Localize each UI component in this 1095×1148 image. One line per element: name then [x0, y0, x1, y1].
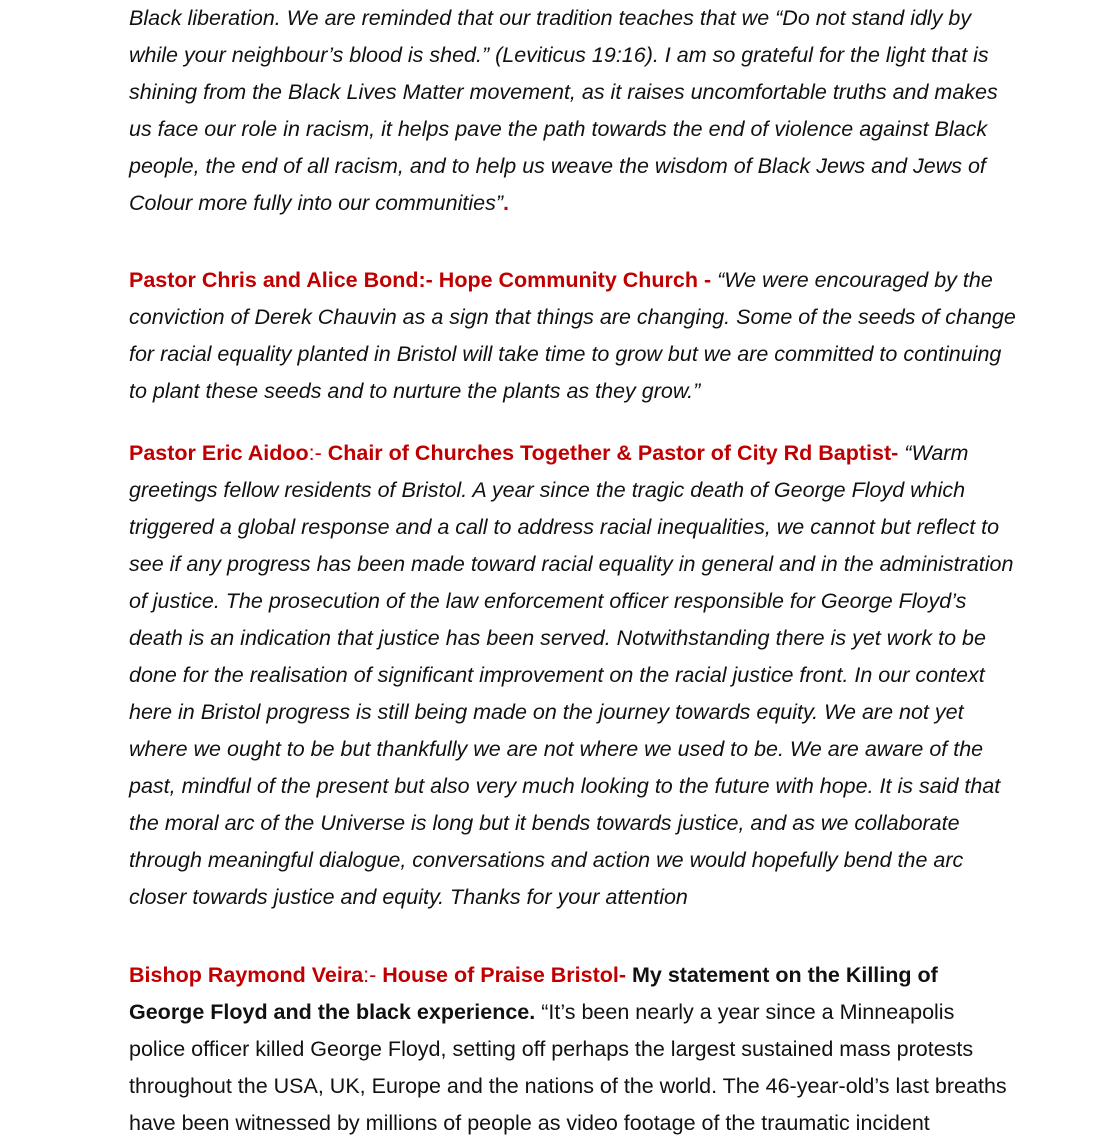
text-line: while your neighbour’s blood is shed.” (Leviticus 19:16). I am so grateful for the light that is	[129, 43, 989, 67]
statement-text-start: “It’s been nearly a year since a Minneapolis	[535, 1000, 955, 1024]
statement-title: My statement on the Killing of	[626, 963, 938, 987]
text-line	[129, 262, 1016, 299]
text-line: where we ought to be but thankfully we are not where we used to be. We are aware of the	[129, 737, 984, 761]
text-line: through meaningful dialogue, conversations and action we would hopefully bend the arc	[129, 848, 964, 872]
text-line: past, mindful of the present but also very much looking to the future with hope. It is said that	[129, 774, 1001, 798]
speaker-role: Chair of Churches Together & Pastor of City Rd Baptist-	[327, 441, 899, 465]
text-line: the moral arc of the Universe is long but it bends towards justice, and as we collaborate	[129, 811, 960, 835]
text-line: shining from the Black Lives Matter movement, as it raises uncomfortable truths and makes	[129, 80, 998, 104]
text-line: greetings fellow residents of Bristol. A year since the tragic death of George Floyd which	[129, 478, 966, 502]
text-line: us face our role in racism, it helps pave the path towards the end of violence against Black	[129, 117, 988, 141]
speaker-heading: Pastor Chris and Alice Bond:- Hope Community Church -	[129, 268, 718, 292]
text-line	[129, 957, 1007, 994]
statement-paragraph-veira	[129, 957, 1007, 1142]
text-line: death is an indication that justice has been served. Notwithstanding there is yet work to be	[129, 626, 986, 650]
quote-paragraph-1	[129, 0, 998, 222]
speaker-name: Bishop Raymond Veira	[129, 963, 364, 987]
text-line: here in Bristol progress is still being made on the journey towards equity. We are not yet	[129, 700, 964, 724]
text-line: police officer killed George Floyd, setting off perhaps the largest sustained mass protests	[129, 1037, 974, 1061]
text-line: Black liberation. We are reminded that our tradition teaches that we “Do not stand idly by	[129, 6, 972, 30]
speaker-name: Pastor Eric Aidoo	[129, 441, 309, 465]
speaker-role: House of Praise Bristol-	[382, 963, 627, 987]
text-line: see if any progress has been made toward racial equality in general and in the administration	[129, 552, 1014, 576]
quote-start: “We were encouraged by the	[717, 268, 993, 292]
text-line: throughout the USA, UK, Europe and the nations of the world. The 46-year-old’s last breaths	[129, 1074, 1007, 1098]
red-period: .	[503, 191, 509, 215]
text-line	[129, 994, 1007, 1031]
text-line: triggered a global response and a call to address racial inequalities, we cannot but reflect to	[129, 515, 1000, 539]
text-line: people, the end of all racism, and to help us weave the wisdom of Black Jews and Jews of	[129, 154, 986, 178]
text-line	[129, 185, 998, 222]
last-line-text: Colour more fully into our communities”	[129, 191, 503, 215]
statement-paragraph-bond	[129, 262, 1016, 410]
speaker-separator: :-	[363, 963, 383, 987]
statement-paragraph-aidoo	[129, 435, 1013, 916]
text-line: for racial equality planted in Bristol will take time to grow but we are committed to continuing	[129, 342, 1002, 366]
text-line: conviction of Derek Chauvin as a sign that things are changing. Some of the seeds of change	[129, 305, 1016, 329]
speaker-separator: :-	[308, 441, 328, 465]
text-line: of justice. The prosecution of the law enforcement officer responsible for George Floyd’s	[129, 589, 967, 613]
text-line: done for the realisation of significant improvement on the racial justice front. In our context	[129, 663, 985, 687]
text-line: closer towards justice and equity. Thanks for your attention	[129, 885, 688, 909]
text-line	[129, 435, 1013, 472]
text-line: have been witnessed by millions of people as video footage of the traumatic incident	[129, 1111, 930, 1135]
text-line: to plant these seeds and to nurture the plants as they grow.”	[129, 379, 701, 403]
quote-start: “Warm	[898, 441, 969, 465]
statement-title-cont: George Floyd and the black experience.	[129, 1000, 536, 1024]
